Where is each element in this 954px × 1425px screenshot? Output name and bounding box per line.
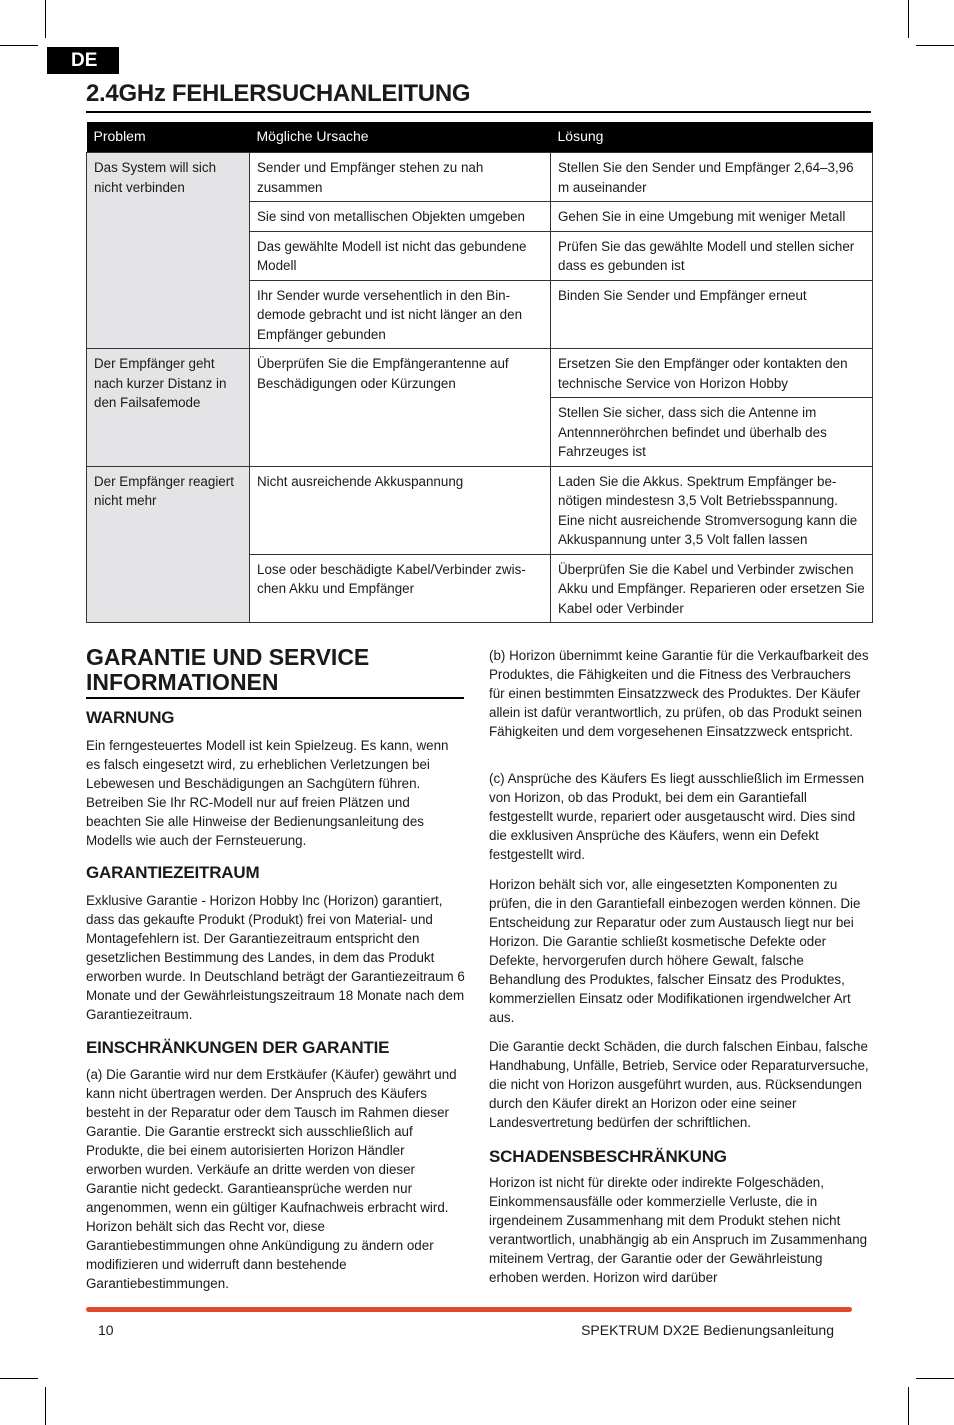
header-cause: Mögliche Ursache <box>250 122 551 153</box>
cause-cell: Überprüfen Sie die Empfängerantenne auf Beschädigungen oder Kürzungen <box>250 349 551 467</box>
crop-mark <box>45 1387 46 1425</box>
cause-cell: Sie sind von metallischen Objekten umgeben <box>250 202 551 232</box>
paragraph-e: Die Garantie deckt Schäden, die durch falschen Einbau, falsche Handhabung, Unfälle, Betrieb, Service oder Reparaturversuche, die nicht von Horizon ausgeführt wurden, aus. Rücksendungen durch den Käufer direkt an Horizon oder eine seiner Landesvertretung bedürfen der schriftlichen. <box>489 1039 869 1130</box>
crop-mark <box>0 1378 38 1379</box>
warnung-heading: WARNUNG <box>86 708 175 727</box>
einschraenkungen-text: (a) Die Garantie wird nur dem Erstkäufer (Käufer) gewährt und kann nicht übertragen werden. Der Anspruch des Käufers besteht in der Reparatur oder dem Tausch im Rahmen dieser Garantie. Die Garantie erstreckt sich ausschließlich auf Produkte, die bei einem autorisierten Horizon Händler erworben wurden. Verkäufe an dritte werden von dieser Garantie nicht gedeckt. Garantieansprüche werden nur angenommen, wenn ein gültiger Kaufnachweis erbracht wird. Horizon behält sich das Recht vor, diese Garantiebestimmungen ohne Ankündigung zu ändern oder modifizieren und widerruft dann bestehende Garantiebestimmungen. <box>86 1067 457 1291</box>
solution-cell: Prüfen Sie das gewählte Modell und stellen sicher dass es gebunden ist <box>551 231 873 280</box>
garantiezeitraum-heading: GARANTIEZEITRAUM <box>86 863 260 882</box>
header-solution: Lösung <box>551 122 873 153</box>
solution-cell: Binden Sie Sender und Empfänger erneut <box>551 280 873 349</box>
crop-mark <box>908 0 909 38</box>
table-row <box>87 466 873 554</box>
paragraph-d: Horizon behält sich vor, alle eingesetzten Komponenten zu prüfen, die in den Garantiefall einbezogen werden können. Die Entscheidung zur Reparatur oder zum Austausch liegt nur bei Horizon. Die Garantie schließt kosmetische Defekte oder Defekte, hervorgerufen durch höhere Gewalt, falsche Behandlung des Produktes, falscher Einsatz des Produktes, kommerziellen Einsatz oder Modifikationen irgendwelcher Art aus. <box>489 877 861 1025</box>
page-title: 2.4GHz FEHLERSUCHANLEITUNG <box>86 80 471 107</box>
warranty-divider <box>86 697 464 699</box>
solution-cell: Ersetzen Sie den Empfänger oder kontakten den technische Service von Horizon Hobby <box>551 349 873 398</box>
cause-cell: Das gewählte Modell ist nicht das gebundene Modell <box>250 231 551 280</box>
schadensbeschraenkung-text: Horizon ist nicht für direkte oder indirekte Folgeschäden, Einkommensausfälle oder kommerzielle Verluste, die in irgendeinem Zusammenhang mit dem Produkt stehen nicht verantwortlich, unabhängig ab ein Anspruch im Zusammenhang miteinem Vertrag, der Garantie oder der Gewährleistung erhoben werden. Horizon wird darüber <box>489 1175 868 1285</box>
paragraph-c: (c) Ansprüche des Käufers Es liegt ausschließlich im Ermessen von Horizon, ob das Produkt, bei dem ein Garantiefall festgestellt wurde, repariert oder ausgetauscht wird. Dies sind die exklusiven Ansprüche des Käufers, wenn ein Defekt festgestellt wird. <box>489 771 865 862</box>
header-problem: Problem <box>87 122 250 153</box>
crop-mark <box>916 1378 954 1379</box>
footer-accent-bar <box>86 1307 852 1312</box>
schadensbeschraenkung-heading: SCHADENSBESCHRÄNKUNG <box>489 1147 727 1166</box>
crop-mark <box>916 45 954 46</box>
manual-name: SPEKTRUM DX2E Bedienungsanleitung <box>581 1322 834 1338</box>
cause-cell: Lose oder beschädigte Kabel/Verbinder zwis-chen Akku und Empfänger <box>250 554 551 623</box>
problem-cell: Der Empfänger geht nach kurzer Distanz in den Failsafemode <box>87 349 250 467</box>
problem-cell: Der Empfänger reagiert nicht mehr <box>87 466 250 623</box>
warnung-text: Ein ferngesteuertes Modell ist kein Spielzeug. Es kann, wenn es falsch eingesetzt wird, zu erheblichen Verletzungen bei Lebewesen und Beschädigungen an Sachgütern führen. Betreiben Sie Ihr RC-Modell nur auf freien Plätzen und beachten Sie alle Hinweise der Bedienungsanleitung des Modells wie auch der Fernsteuerung. <box>86 738 449 848</box>
page-number: 10 <box>98 1322 114 1338</box>
table-header-row <box>87 122 873 153</box>
problem-cell: Das System will sich nicht verbinden <box>87 153 250 349</box>
solution-cell: Überprüfen Sie die Kabel und Verbinder zwischen Akku und Empfänger. Reparieren oder ersetzen Sie Kabel oder Verbinder <box>551 554 873 623</box>
troubleshooting-table <box>86 122 873 623</box>
language-tab: DE <box>47 47 119 74</box>
table-row <box>87 153 873 202</box>
crop-mark <box>45 0 46 38</box>
garantiezeitraum-text: Exklusive Garantie - Horizon Hobby Inc (Horizon) garantiert, dass das gekaufte Produkt (Produkt) frei von Material- und Montagefehlern ist. Der Garantiezeitraum entspricht den gesetzlichen Bestimmung des Landes, in dem das Produkt erworben wurde. In Deutschland beträgt der Garantiezeitraum 6 Monate und der Gewährleistungszeitraum 18 Monate nach dem Garantiezeitraum. <box>86 893 465 1022</box>
paragraph-b: (b) Horizon übernimmt keine Garantie für die Verkaufbarkeit des Produktes, die Fähigkeiten und die Fitness des Verbrauchers für einen bestimmten Einsatzzweck des Produktes. Der Käufer allein ist dafür verantwortlich, zu prüfen, ob das Produkt seinen Fähigkeiten und dem vorgesehenen Einsatzzweck entspricht. <box>489 648 869 739</box>
cause-cell: Sender und Empfänger stehen zu nah zusammen <box>250 153 551 202</box>
cause-cell: Nicht ausreichende Akkuspannung <box>250 466 551 554</box>
table-row <box>87 349 873 398</box>
warranty-title: GARANTIE UND SERVICE INFORMATIONEN <box>86 644 370 695</box>
crop-mark <box>0 45 38 46</box>
solution-cell: Stellen Sie sicher, dass sich die Antenne im Antennneröhrchen befindet und überhalb des Fahrzeuges ist <box>551 398 873 467</box>
crop-mark <box>908 1387 909 1425</box>
title-divider <box>86 111 871 113</box>
solution-cell: Stellen Sie den Sender und Empfänger 2,64–3,96 m auseinander <box>551 153 873 202</box>
cause-cell: Ihr Sender wurde versehentlich in den Bin-demode gebracht und ist nicht länger an den Empfänger gebunden <box>250 280 551 349</box>
solution-cell: Laden Sie die Akkus. Spektrum Empfänger be-nötigen mindestesn 3,5 Volt Betriebsspannung. Eine nicht ausreichende Stromversogung kann die Akkuspannung unter 3,5 Volt fallen lassen <box>551 466 873 554</box>
einschraenkungen-heading: EINSCHRÄNKUNGEN DER GARANTIE <box>86 1038 390 1057</box>
solution-cell: Gehen Sie in eine Umgebung mit weniger Metall <box>551 202 873 232</box>
